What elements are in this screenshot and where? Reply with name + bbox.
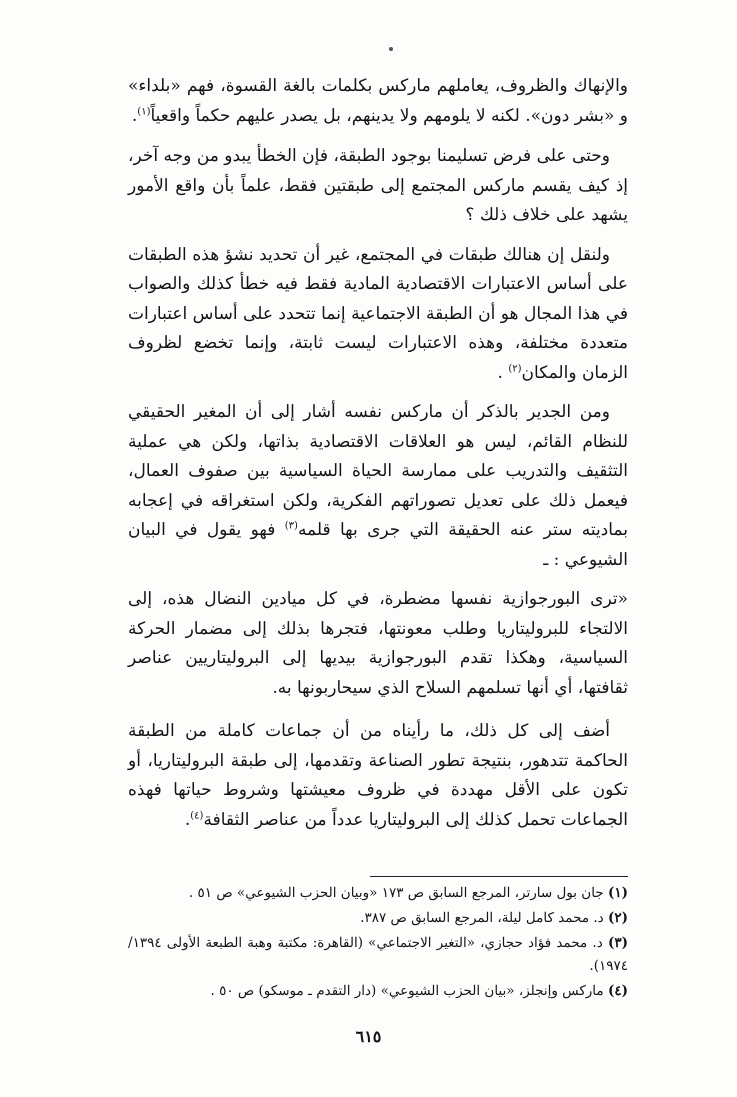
paragraph-4-text: ومن الجدير بالذكر أن ماركس نفسه أشار إلى أن المغير الحقيقي للنظام القائم، ليس هو العلاقات الاقتصادية بذاتها، ولكن هي عملية التثقيف والتدريب على ممارسة الحياة السياسية بين صفوف العمال، فيعمل ذلك على تعديل تصوراتهم الفكرية، ولكن استغراقه في إعجابه بماديته ستر عنه الحقيقة التي جرى بها قلمه — [128, 402, 628, 540]
paragraph-1-tail: . — [131, 105, 138, 126]
footnote-4-number: (٤) — [607, 983, 628, 999]
paragraph-2-text: وحتى على فرض تسليمنا بوجود الطبقة، فإن الخطأ يبدو من وجه آخر، إذ كيف يقسم ماركس المجتمع إلى طبقتين فقط، علماً بأن واقع الأمور يشهد على خلاف ذلك ؟ — [128, 146, 628, 225]
quotation-paragraph — [128, 585, 628, 703]
stray-dot-mark — [389, 47, 393, 51]
footnote-4 — [128, 980, 628, 1003]
paragraph-4 — [128, 398, 628, 575]
paragraph-3-tail: . — [497, 362, 509, 383]
footnote-1-number: (١) — [607, 885, 628, 901]
footnotes — [128, 882, 628, 1005]
paragraph-4-tail: فهو يقول في البيان الشيوعي : ـ — [128, 520, 628, 570]
footnote-ref-2[interactable]: (٢) — [508, 362, 522, 374]
footnote-ref-3[interactable]: (٣) — [284, 520, 298, 532]
footnote-1-text: جان بول سارتر، المرجع السابق ص ١٧٣ «وبيان الحزب الشيوعي» ص ٥١ . — [188, 885, 608, 901]
paragraph-6 — [128, 717, 628, 835]
footnote-ref-4[interactable]: (٤) — [190, 809, 204, 821]
footnote-divider — [370, 876, 628, 877]
footnote-4-text: ماركس وإنجلز، «بيان الحزب الشيوعي» (دار التقدم ـ موسكو) ص ٥٠ . — [210, 983, 608, 999]
paragraph-1 — [128, 72, 628, 131]
paragraph-6-text: أضف إلى كل ذلك، ما رأيناه من أن جماعات كاملة من الطبقة الحاكمة تتدهور، بنتيجة تطور الصناعة وتقدمها، إلى طبقة البروليتاريا، أو تكون على الأقل مهددة في ظروف معيشتها وشروط حياتها فهذه الجماعات تحمل كذلك إلى البروليتاريا عدداً من عناصر الثقافة — [128, 721, 628, 830]
footnote-1 — [128, 882, 628, 905]
main-text — [128, 72, 628, 845]
footnote-ref-1[interactable]: (١) — [137, 105, 151, 117]
paragraph-2 — [128, 142, 628, 231]
quotation-text: «ترى البورجوازية نفسها مضطرة، في كل ميادين النضال هذه، إلى الالتجاء للبروليتاريا وطلب معونتها، فتجرها بذلك إلى مضمار الحركة السياسية، وهكذا تقدم البورجوازية بيديها إلى البروليتاريين عناصر ثقافتها، أي أنها تسلمهم السلاح الذي سيحاربونها به. — [128, 589, 628, 698]
footnote-3 — [128, 932, 628, 978]
footnote-2-number: (٢) — [607, 910, 628, 926]
paragraph-3 — [128, 241, 628, 389]
footnote-3-number: (٣) — [607, 935, 628, 951]
footnote-2 — [128, 907, 628, 930]
footnote-2-text: د. محمد كامل ليلة، المرجع السابق ص ٣٨٧. — [360, 910, 608, 926]
footnote-3-text: د. محمد فؤاد حجازي، «التغير الاجتماعي» (القاهرة: مكتبة وهبة الطبعة الأولى ١٣٩٤/ ١٩٧٤). — [128, 935, 628, 974]
paragraph-6-tail: . — [184, 809, 191, 830]
paragraph-1-text: والإنهاك والظروف، يعاملهم ماركس بكلمات بالغة القسوة، فهم «بلداء» و «بشر دون». لكنه لا يلومهم ولا يدينهم، بل يصدر عليهم حكماً واقعياً — [128, 76, 628, 126]
page-number: ٦١٥ — [355, 1027, 382, 1046]
paragraph-3-text: ولنقل إن هنالك طبقات في المجتمع، غير أن تحديد نشؤ هذه الطبقات على أساس الاعتبارات الاقتصادية المادية فقط فيه خطأ كذلك والصواب في هذا المجال هو أن الطبقة الاجتماعية إنما تتحدد على أساس اعتبارات متعددة مختلفة، وهذه الاعتبارات ليست ثابتة، وإنما تخضع لظروف الزمان والمكان — [128, 244, 628, 383]
